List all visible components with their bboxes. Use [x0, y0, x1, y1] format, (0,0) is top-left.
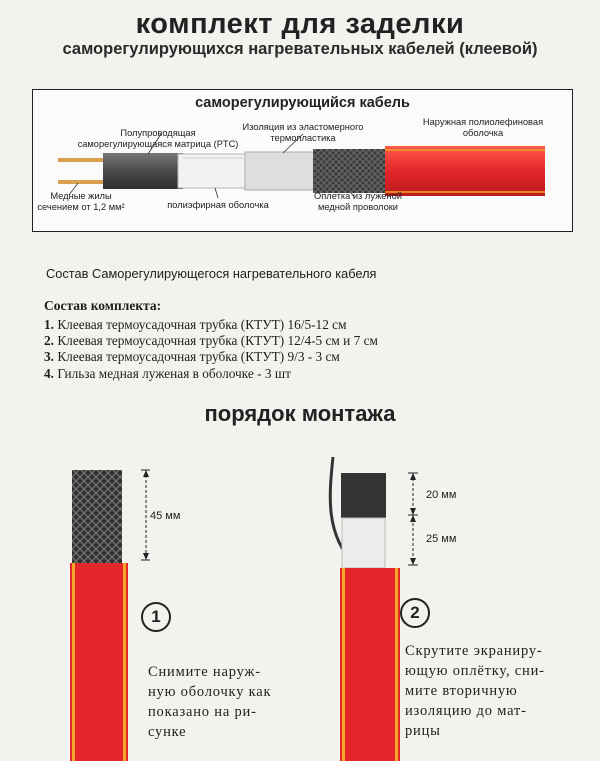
- diagram-title: саморегулирующийся кабель: [195, 95, 410, 111]
- outer-jacket: [340, 568, 400, 761]
- kit-item: 1. Клеевая термоусадочная трубка (КТУТ) 16/5-12 см: [44, 317, 347, 332]
- label-insulation: Изоляция из эластомерного термопластика: [242, 122, 364, 143]
- main-title: комплект для заделки: [135, 8, 465, 40]
- label-polyester: полиэфирная оболочка: [167, 200, 269, 210]
- label-braid: Оплетка из луженой медной проволоки: [314, 191, 402, 212]
- measure-25: 25 мм: [426, 533, 457, 545]
- step-number-2: 2: [400, 598, 430, 628]
- kit-item: 2. Клеевая термоусадочная трубка (КТУТ) 12/4-5 см и 7 см: [44, 333, 378, 348]
- kit-heading: Состав комплекта:: [44, 298, 162, 313]
- cable-description: Состав Саморегулирующегося нагревательного кабеля: [46, 266, 377, 281]
- step-number-1: 1: [141, 602, 171, 632]
- label-wires: Медные жилы сечением от 1,2 мм²: [37, 191, 125, 212]
- measure-45: 45 мм: [150, 510, 181, 522]
- elastomer-insulation: [245, 152, 317, 190]
- step1-instruction: Снимите наруж- ную оболочку как показано на ри- сунке: [148, 664, 272, 740]
- step1-illustration: [60, 465, 150, 761]
- ptc-matrix: [103, 153, 183, 189]
- kit-item: 3. Клеевая термоусадочная трубка (КТУТ) 9/3 - 3 см: [44, 349, 340, 364]
- measure-20: 20 мм: [426, 489, 457, 501]
- label-matrix: Полупроводящая саморегулирующаяся матрица (PTC): [77, 128, 239, 149]
- installation-heading: порядок монтажа: [204, 401, 396, 426]
- copper-braid: [313, 149, 388, 193]
- outer-jacket: [385, 146, 545, 196]
- polyester-sheath: [342, 518, 385, 568]
- polyester-sheath: [178, 154, 248, 188]
- outer-jacket: [70, 563, 128, 761]
- cable-diagram: [32, 89, 573, 232]
- braid-exposed: [72, 470, 122, 563]
- step2-instruction: Скрутите экраниру- ющую оплётку, сни- мите вторичную изоляцию до мат- рицы: [405, 643, 545, 739]
- label-outer-jacket: Наружная полиолефиновая оболочка: [422, 117, 544, 138]
- ptc-matrix: [341, 473, 386, 518]
- copper-wire: [58, 180, 108, 184]
- kit-item: 4. Гильза медная луженая в оболочке - 3 шт: [44, 366, 291, 381]
- copper-wire: [58, 158, 108, 162]
- subtitle: саморегулирующихся нагревательных кабелей (клеевой): [62, 40, 538, 58]
